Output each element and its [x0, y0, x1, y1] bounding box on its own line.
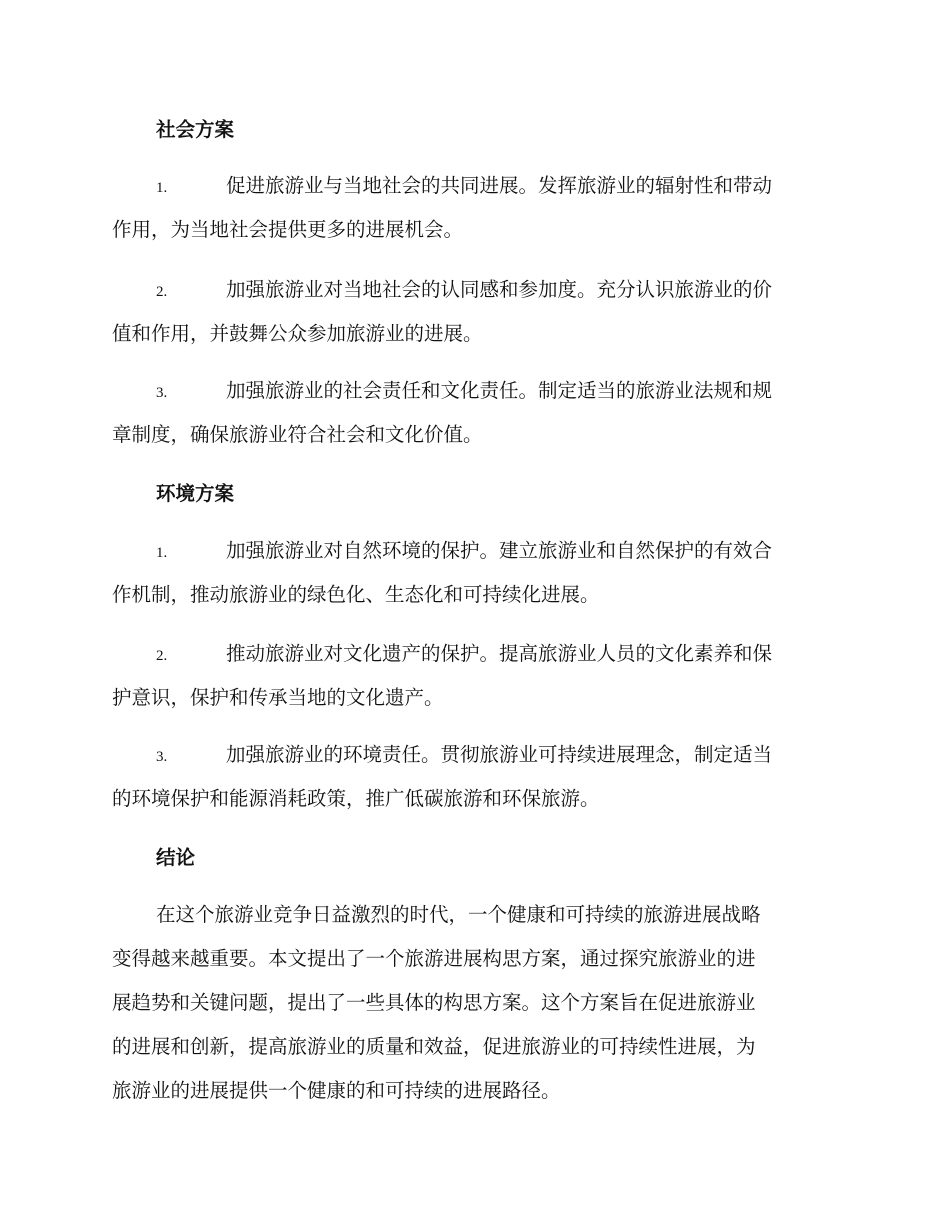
- list-item-text-continued: 的环境保护和能源消耗政策，推广低碳旅游和环保旅游。: [112, 787, 600, 810]
- conclusion-line: 展趋势和关键问题，提出了一些具体的构思方案。这个方案旨在促进旅游业: [112, 991, 756, 1014]
- list-item-text: 促进旅游业与当地社会的共同进展。发挥旅游业的辐射性和带动: [226, 174, 773, 197]
- environment-item-2: [112, 632, 842, 720]
- social-item-1: [112, 164, 842, 252]
- conclusion-line: 旅游业的进展提供一个健康的和可持续的进展路径。: [112, 1079, 561, 1102]
- list-item-text-continued: 值和作用，并鼓舞公众参加旅游业的进展。: [112, 322, 483, 345]
- list-item-text-continued: 护意识，保护和传承当地的文化遗产。: [112, 686, 444, 709]
- section-heading-environment: 环境方案: [156, 482, 235, 505]
- conclusion-line: 的进展和创新，提高旅游业的质量和效益，促进旅游业的可持续性进展，为: [112, 1035, 756, 1058]
- social-item-2: [112, 268, 842, 356]
- section-heading-conclusion: 结论: [156, 846, 196, 869]
- social-item-3: [112, 369, 842, 457]
- list-item-text: 加强旅游业的社会责任和文化责任。制定适当的旅游业法规和规: [226, 379, 773, 402]
- list-number: 1.: [156, 545, 168, 561]
- environment-item-1: [112, 529, 842, 617]
- list-item-text: 推动旅游业对文化遗产的保护。提高旅游业人员的文化素养和保: [226, 642, 773, 665]
- list-number: 3.: [156, 385, 168, 401]
- environment-item-3: [112, 733, 842, 821]
- list-number: 3.: [156, 749, 168, 765]
- conclusion-line: 在这个旅游业竞争日益激烈的时代，一个健康和可持续的旅游进展战略: [156, 903, 761, 926]
- section-heading-social: 社会方案: [156, 118, 235, 141]
- list-number: 1.: [156, 180, 168, 196]
- list-item-text-continued: 作用，为当地社会提供更多的进展机会。: [112, 218, 464, 241]
- list-item-text-continued: 作机制，推动旅游业的绿色化、生态化和可持续化进展。: [112, 583, 600, 606]
- conclusion-paragraph: [112, 893, 842, 1113]
- list-number: 2.: [156, 648, 168, 664]
- list-item-text-continued: 章制度，确保旅游业符合社会和文化价值。: [112, 423, 483, 446]
- list-number: 2.: [156, 284, 168, 300]
- list-item-text: 加强旅游业的环境责任。贯彻旅游业可持续进展理念，制定适当: [226, 743, 773, 766]
- list-item-text: 加强旅游业对当地社会的认同感和参加度。充分认识旅游业的价: [226, 278, 773, 301]
- list-item-text: 加强旅游业对自然环境的保护。建立旅游业和自然保护的有效合: [226, 539, 773, 562]
- conclusion-line: 变得越来越重要。本文提出了一个旅游进展构思方案，通过探究旅游业的进: [112, 947, 756, 970]
